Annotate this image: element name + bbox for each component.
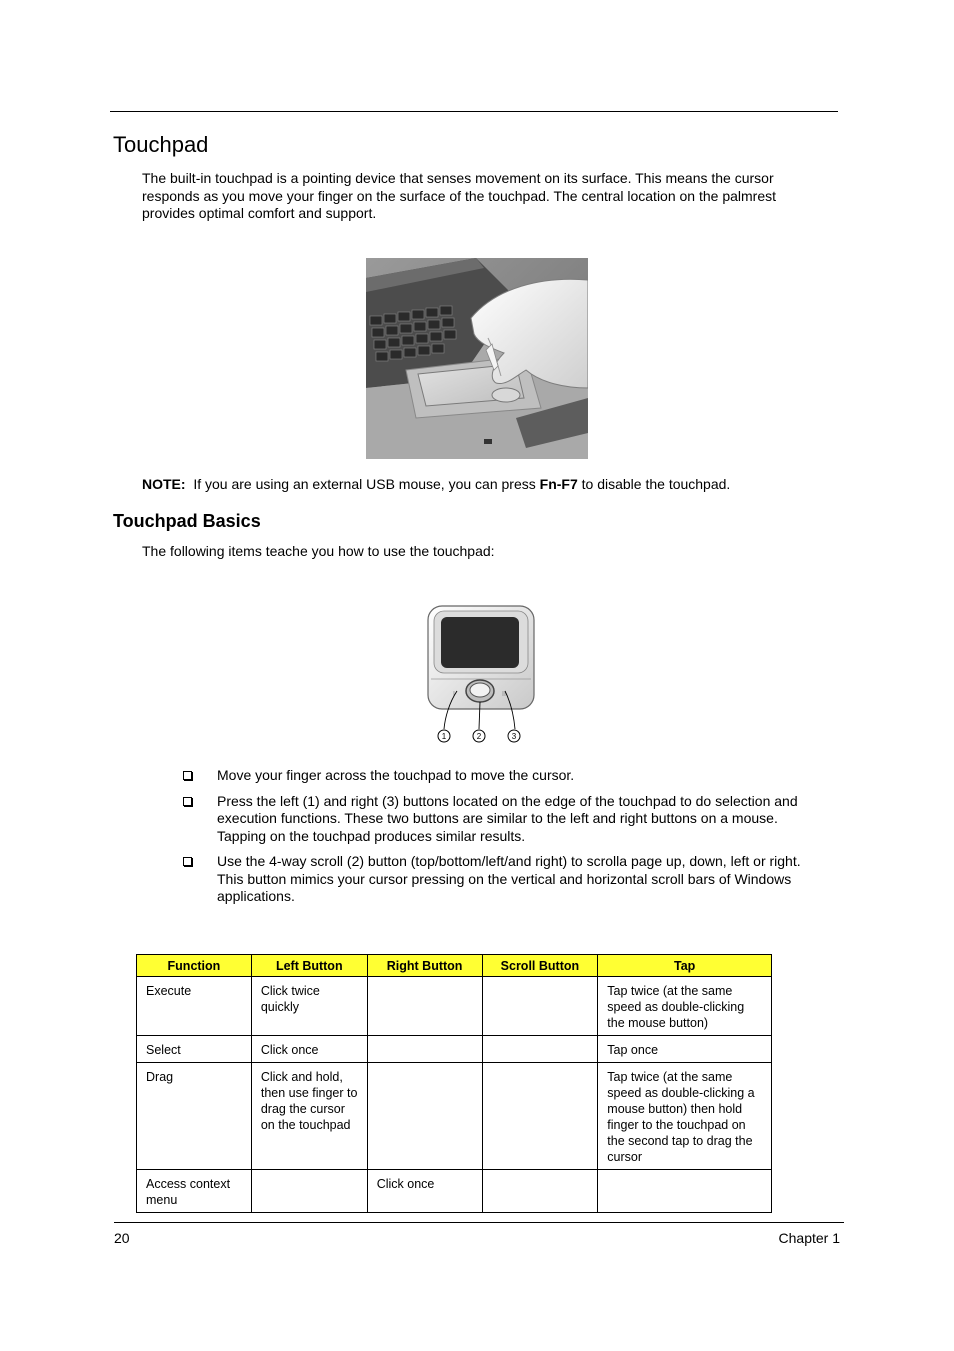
list-item-text: Move your finger across the touchpad to move the cursor. <box>217 767 575 783</box>
table-cell: Execute <box>137 977 252 1036</box>
table-cell <box>482 1036 598 1063</box>
table-cell: Tap twice (at the same speed as double-clicking the mouse button) <box>598 977 772 1036</box>
chapter-label: Chapter 1 <box>778 1230 840 1246</box>
svg-text:II: II <box>502 691 506 698</box>
column-header: Function <box>137 955 252 977</box>
table-row <box>137 977 772 1036</box>
intro-paragraph: The built-in touchpad is a pointing device that senses movement on its surface. This means the cursor responds as you move your finger on the surface of the touchpad. The central location on the palmrest provides optimal comfort and support. <box>142 170 777 221</box>
callout-2 <box>473 730 485 742</box>
table-row <box>137 1170 772 1213</box>
svg-text:2: 2 <box>476 732 482 741</box>
list-item <box>180 767 820 785</box>
header-rule <box>110 111 838 112</box>
table-cell: Click and hold, then use finger to drag the cursor on the touchpad <box>251 1063 367 1170</box>
table-cell: Drag <box>137 1063 252 1170</box>
table-row <box>137 1063 772 1170</box>
table-cell: Click twice quickly <box>251 977 367 1036</box>
section-lead: The following items teache you how to use the touchpad: <box>142 543 495 559</box>
note-text-after: to disable the touchpad. <box>581 476 731 492</box>
touchpad-photo <box>366 258 588 459</box>
note-key: Fn-F7 <box>539 476 578 492</box>
touchpad-diagram <box>425 603 537 745</box>
table-cell <box>598 1170 772 1213</box>
page-number: 20 <box>114 1230 130 1246</box>
callout-1 <box>438 730 450 742</box>
table-cell: Access context menu <box>137 1170 252 1213</box>
table-cell <box>367 977 482 1036</box>
column-header: Scroll Button <box>482 955 598 977</box>
table-cell: Tap once <box>598 1036 772 1063</box>
checkbox-bullet-icon <box>183 857 192 866</box>
page-title: Touchpad <box>113 132 209 157</box>
table-header-row <box>137 955 772 977</box>
table-cell <box>482 1063 598 1170</box>
column-header: Tap <box>598 955 772 977</box>
table-cell: Click once <box>367 1170 482 1213</box>
list-item-text: Use the 4-way scroll (2) button (top/bottom/left/and right) to scrolla page up, down, left or right. This button mimics your cursor pressing on the vertical and horizontal scroll bars of Windows applications. <box>217 853 801 904</box>
svg-text:1: 1 <box>441 732 447 741</box>
table-cell <box>367 1036 482 1063</box>
table-cell <box>482 1170 598 1213</box>
table-cell <box>367 1063 482 1170</box>
footer-rule <box>114 1222 844 1223</box>
list-item <box>180 793 820 846</box>
table-cell <box>482 977 598 1036</box>
section-title: Touchpad Basics <box>113 511 261 531</box>
table-cell: Click once <box>251 1036 367 1063</box>
table-cell: Tap twice (at the same speed as double-clicking a mouse button) then hold finger to the touchpad on the second tap to drag the cursor <box>598 1063 772 1170</box>
note-label: NOTE: <box>142 476 186 492</box>
note <box>142 476 730 493</box>
svg-text:3: 3 <box>511 732 517 741</box>
callout-3 <box>508 730 520 742</box>
table-cell <box>251 1170 367 1213</box>
note-text-before: If you are using an external USB mouse, you can press <box>193 476 536 492</box>
list-item-text: Press the left (1) and right (3) buttons located on the edge of the touchpad to do selection and execution functions. These two buttons are similar to the left and right buttons on a mouse. Tapping on the touchpad produces similar results. <box>217 792 798 844</box>
column-header: Left Button <box>251 955 367 977</box>
table-row <box>137 1036 772 1063</box>
checkbox-bullet-icon <box>183 771 192 780</box>
table-cell: Select <box>137 1036 252 1063</box>
checkbox-bullet-icon <box>183 797 192 806</box>
touchpad-functions-table <box>136 954 772 1213</box>
svg-text:I: I <box>453 691 455 698</box>
list-item <box>180 853 820 906</box>
bullet-list <box>180 767 820 914</box>
column-header: Right Button <box>367 955 482 977</box>
